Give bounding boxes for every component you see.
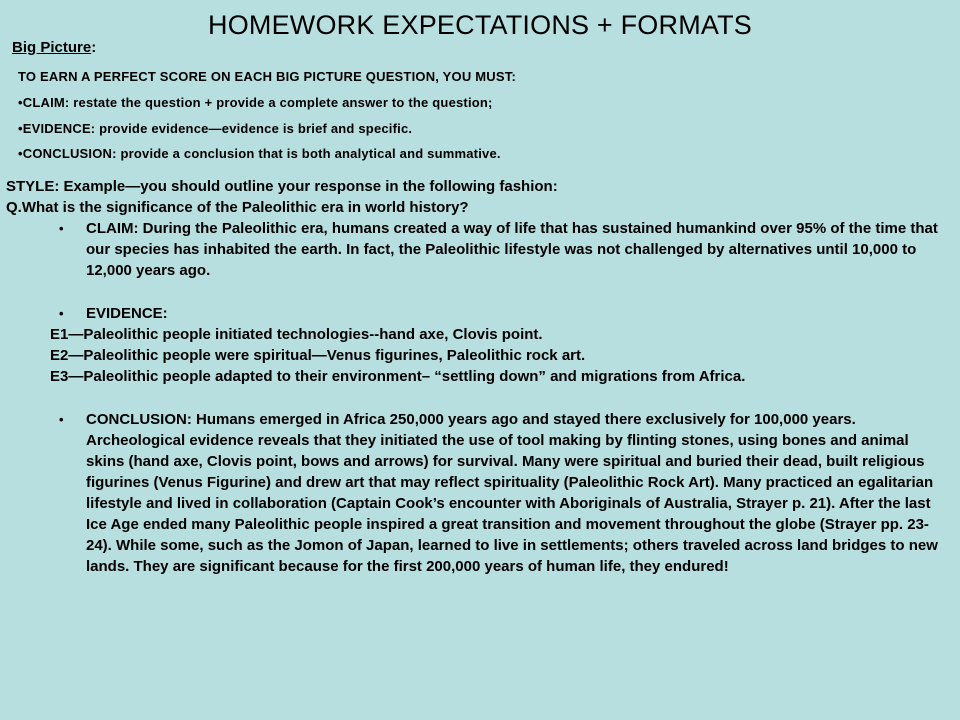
- style-example-block: [6, 176, 951, 577]
- evidence-item-3: E3—Paleolithic people adapted to their environment– “settling down” and migrations from Africa.: [50, 368, 746, 385]
- bullet-icon: •: [59, 412, 64, 427]
- conclusion-text: CONCLUSION: Humans emerged in Africa 250,000 years ago and stayed there exclusively for 100,000 years. Archeological evidence reveals that they initiated the use of tool making by flinting stones, using bones and animal skins (hand axe, Clovis point, bows and arrows) for survival. Many were spiritual and buried their dead, built religious figurines (Venus Figurine) and drew art that may reflect spirituality (Paleolithic Rock Art). Many practiced an egalitarian lifestyle and lived in collaboration (Captain Cook’s encounter with Aboriginals of Australia, Strayer p. 21). After the last Ice Age ended many Paleolithic people inspired a great transition and movement throughout the globe (Strayer pp. 23-24). While some, such as the Jomon of Japan, learned to live in settlements; others traveled across land bridges to new lands. They are significant because for the first 200,000 years of human life, they endured!: [86, 411, 938, 575]
- bullet-icon: •: [59, 306, 64, 321]
- page-title: HOMEWORK EXPECTATIONS + FORMATS: [208, 10, 752, 40]
- big-picture-intro: TO EARN A PERFECT SCORE ON EACH BIG PICTURE QUESTION, YOU MUST:: [18, 69, 516, 84]
- big-picture-heading-text: Big Picture: [12, 39, 92, 56]
- evidence-label: EVIDENCE:: [86, 305, 168, 322]
- evidence-item-2: E2—Paleolithic people were spiritual—Venus figurines, Paleolithic rock art.: [50, 347, 586, 364]
- claim-text: CLAIM: During the Paleolithic era, humans created a way of life that has sustained humankind over 95% of the time that our species has inhabited the earth. In fact, the Paleolithic lifestyle was not challenged by alternatives until 10,000 to 12,000 years ago.: [86, 220, 938, 279]
- bullet-icon: •: [59, 221, 64, 236]
- style-intro: STYLE: Example—you should outline your response in the following fashion:: [6, 178, 558, 195]
- evidence-item-1: E1—Paleolithic people initiated technologies--hand axe, Clovis point.: [50, 326, 543, 343]
- big-picture-heading: [12, 39, 96, 56]
- big-picture-claim: •CLAIM: restate the question + provide a complete answer to the question;: [18, 95, 493, 110]
- big-picture-evidence: •EVIDENCE: provide evidence—evidence is brief and specific.: [18, 121, 413, 136]
- conclusion-item: [6, 409, 951, 577]
- evidence-item: [6, 303, 951, 324]
- big-picture-heading-colon: :: [91, 39, 97, 56]
- big-picture-conclusion: •CONCLUSION: provide a conclusion that is both analytical and summative.: [18, 146, 501, 161]
- claim-item: [6, 218, 951, 281]
- example-question: Q.What is the significance of the Paleolithic era in world history?: [6, 199, 469, 216]
